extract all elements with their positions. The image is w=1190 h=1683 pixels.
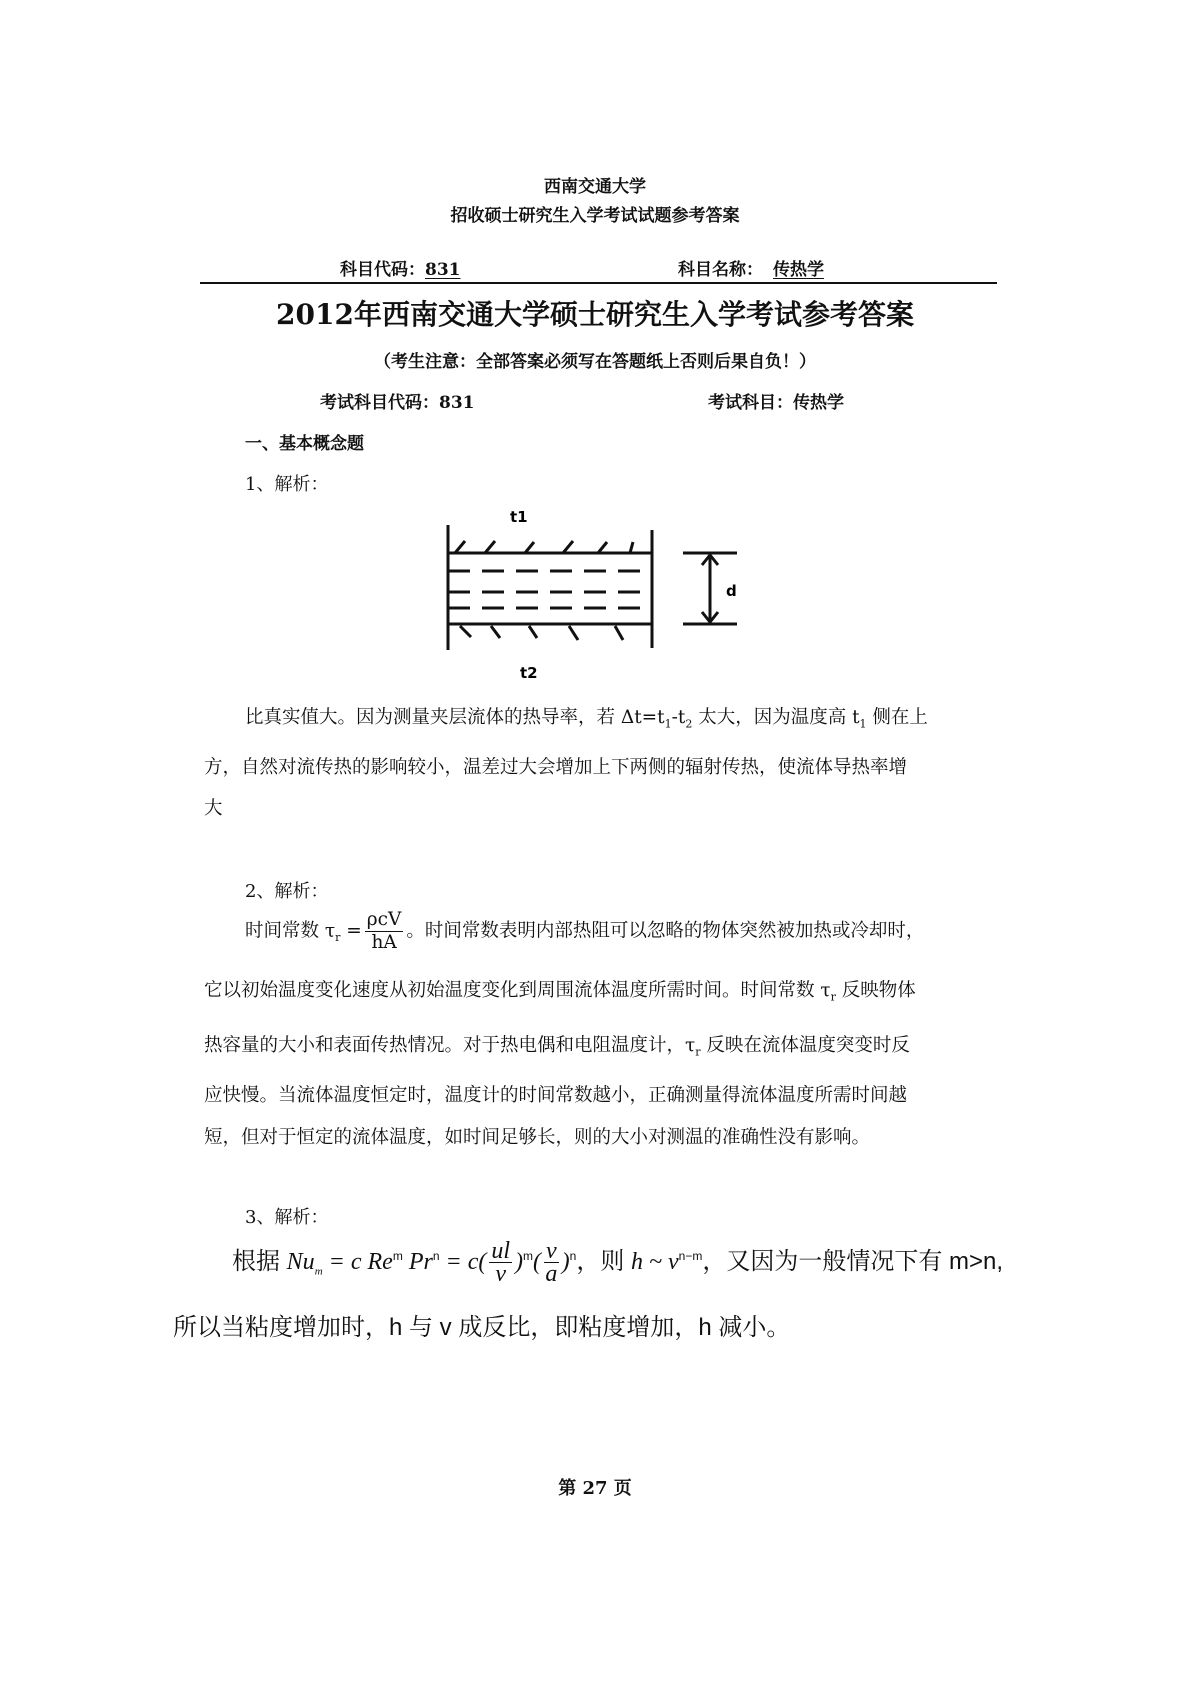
q1-line1: 比真实值大。因为测量夹层流体的热导率，若 $\Delta t=t_1-t_2$ 太大，因为温度高 $t_1$ 侧在上 <box>245 707 928 731</box>
subject-name <box>678 255 834 280</box>
q3-formula-line: 根据 $Nu_m = c$ Re$^m$ $Pr^n = c$( $\frac{ul}{v}$ )$^m$( $\frac{v}{a}$ )$^n$，则 h ~ $v^{n-m}$，又因为一般情况下有 m>n, <box>232 1238 1004 1287</box>
subject-code <box>340 255 461 280</box>
header-rule <box>200 282 997 284</box>
q2-line2: 它以初始温度变化速度从初始温度变化到周围流体温度所需时间。时间常数 $\tau_r$ 反映物体 <box>204 980 916 1004</box>
subject-name-value: 传热学 <box>773 260 824 280</box>
q2-line4: 应快慢。当流体温度恒定时，温度计的时间常数越小，正确测量得流体温度所需时间越 <box>204 1085 908 1106</box>
document-subtitle: 招收硕士研究生入学考试试题参考答案 <box>450 206 740 226</box>
q2-line5: 短，但对于恒定的流体温度，如时间足够长，则的大小对测温的准确性没有影响。 <box>204 1127 871 1148</box>
q1-line3: 大 <box>204 798 223 819</box>
q3-label: 3、解析： <box>245 1207 329 1228</box>
page-title: 2012年西南交通大学硕士研究生入学考试参考答案 <box>276 298 914 331</box>
time-constant-fraction: $\frac{\text{ρcV}}{hA}$ <box>366 909 402 953</box>
q2-label: 2、解析： <box>245 881 329 902</box>
q1-label: 1、解析： <box>245 474 329 495</box>
section-heading: 一、基本概念题 <box>245 434 364 454</box>
subject-name-label: 科目名称： <box>678 260 763 280</box>
heat-conduction-diagram <box>420 495 780 695</box>
notice: （考生注意：全部答案必须写在答题纸上否则后果自负！） <box>374 352 816 372</box>
label-t1: t1 <box>510 508 528 526</box>
top-hatching <box>455 541 633 553</box>
page-number: 第 27 页 <box>558 1478 632 1499</box>
q3-line2: 所以当粘度增加时，h 与 v 成反比，即粘度增加，h 减小。 <box>173 1314 791 1341</box>
subject-code-value: 831 <box>425 260 461 280</box>
q2-line3: 热容量的大小和表面传热情况。对于热电偶和电阻温度计，$\tau_r$ 反映在流体温度突变时反 <box>204 1035 910 1059</box>
label-d: d <box>726 582 737 600</box>
q1-line2: 方，自然对流传热的影响较小，温差过大会增加上下两侧的辐射传热，使流体导热率增 <box>204 757 908 778</box>
university-name: 西南交通大学 <box>544 177 646 197</box>
exam-code: 考试科目代码：831 <box>320 393 475 413</box>
subject-code-label: 科目代码： <box>340 260 425 280</box>
q2-line1: 时间常数 $\tau_r$ = $\frac{\text{ρcV}}{hA}$ 。时间常数表明内部热阻可以忽略的物体突然被加热或冷却时， <box>245 909 925 953</box>
bottom-hatching <box>460 626 623 640</box>
exam-subject: 考试科目：传热学 <box>708 393 844 413</box>
fluid-layers <box>448 571 652 608</box>
label-t2: t2 <box>520 664 538 682</box>
